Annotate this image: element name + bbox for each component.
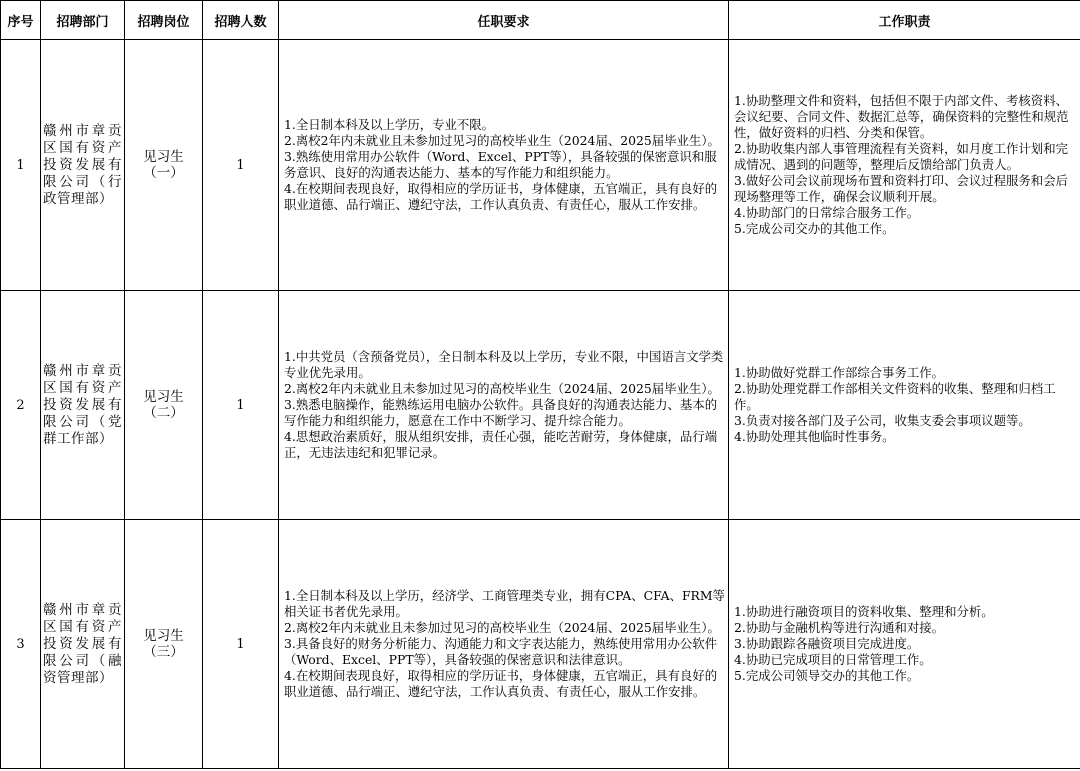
requirement-item: 4.在校期间表现良好，取得相应的学历证书，身体健康，五官端正，具有良好的职业道德、品行端正、遵纪守法，工作认真负责、有责任心，服从工作安排。 <box>284 181 718 212</box>
table-row <box>1 40 1080 291</box>
header-dept: 招聘部门 <box>41 1 125 40</box>
requirement-item: 3.具备良好的财务分析能力、沟通能力和文字表达能力，熟练使用常用办公软件（Word、Excel、PPT等），具备较强的保密意识和法律意识。 <box>284 636 718 667</box>
duty-item: 2.协助处理党群工作部相关文件资料的收集、整理和归档工作。 <box>734 381 1056 412</box>
requirements-cell <box>279 291 729 520</box>
headcount-cell: 1 <box>203 291 279 520</box>
requirements-cell <box>279 520 729 769</box>
duty-item: 3.负责对接各部门及子公司，收集支委会事项议题等。 <box>734 413 1031 428</box>
department-cell: 赣州市章贡区国有资产投资发展有限公司（融资管理部） <box>41 520 125 769</box>
position-cell <box>125 520 203 769</box>
duty-item: 4.协助部门的日常综合服务工作。 <box>734 205 920 220</box>
position-number: （二） <box>143 405 184 421</box>
duties-cell <box>729 291 1080 520</box>
requirement-item: 3.熟练使用常用办公软件（Word、Excel、PPT等），具备较强的保密意识和服务意识、良好的沟通表达能力、基本的写作能力和组织能力。 <box>284 149 717 180</box>
duty-item: 1.协助整理文件和资料，包括但不限于内部文件、考核资料、会议纪要、合同文件、数据汇总等，确保资料的完整性和规范性，做好资料的归档、分类和保管。 <box>734 93 1069 140</box>
headcount-cell: 1 <box>203 520 279 769</box>
requirement-item: 4.思想政治素质好，服从组织安排，责任心强，能吃苦耐劳，身体健康，品行端正，无违法违纪和犯罪记录。 <box>284 429 718 460</box>
position-name: 见习生 <box>143 628 184 644</box>
table-row <box>1 520 1080 769</box>
table-row <box>1 291 1080 520</box>
duty-item: 1.协助进行融资项目的资料收集、整理和分析。 <box>734 604 994 619</box>
duties-cell <box>729 520 1080 769</box>
header-duties: 工作职责 <box>729 1 1080 40</box>
header-count: 招聘人数 <box>203 1 279 40</box>
header-row <box>1 1 1080 40</box>
requirement-item: 2.离校2年内未就业且未参加过见习的高校毕业生（2024届、2025届毕业生）。 <box>284 381 720 396</box>
department-cell: 赣州市章贡区国有资产投资发展有限公司（行政管理部） <box>41 40 125 291</box>
row-number: 1 <box>1 40 41 291</box>
duty-item: 1.协助做好党群工作部综合事务工作。 <box>734 365 945 380</box>
requirement-item: 1.全日制本科及以上学历，专业不限。 <box>284 117 495 132</box>
requirement-item: 1.中共党员（含预备党员），全日制本科及以上学历，专业不限，中国语言文学类专业优先录用。 <box>284 349 724 380</box>
duty-item: 3.做好公司会议前现场布置和资料打印、会议过程服务和会后现场整理等工作，确保会议顺利开展。 <box>734 173 1068 204</box>
duty-item: 2.协助收集内部人事管理流程有关资料，如月度工作计划和完成情况、遇到的问题等，整理后反馈给部门负责人。 <box>734 141 1068 172</box>
requirements-cell <box>279 40 729 291</box>
duty-item: 5.完成公司领导交办的其他工作。 <box>734 668 920 683</box>
header-requirements: 任职要求 <box>279 1 729 40</box>
duty-item: 4.协助处理其他临时性事务。 <box>734 429 895 444</box>
row-number: 2 <box>1 291 41 520</box>
requirement-item: 2.离校2年内未就业且未参加过见习的高校毕业生（2024届、2025届毕业生）。 <box>284 133 720 148</box>
position-cell <box>125 40 203 291</box>
department-cell: 赣州市章贡区国有资产投资发展有限公司（党群工作部） <box>41 291 125 520</box>
position-name: 见习生 <box>143 389 184 405</box>
headcount-cell: 1 <box>203 40 279 291</box>
requirement-item: 2.离校2年内未就业且未参加过见习的高校毕业生（2024届、2025届毕业生）。 <box>284 620 720 635</box>
position-number: （三） <box>143 644 184 660</box>
duty-item: 2.协助与金融机构等进行沟通和对接。 <box>734 620 945 635</box>
requirement-item: 4.在校期间表现良好，取得相应的学历证书，身体健康，五官端正，具有良好的职业道德、品行端正、遵纪守法，工作认真负责、有责任心，服从工作安排。 <box>284 668 718 699</box>
row-number: 3 <box>1 520 41 769</box>
duties-cell <box>729 40 1080 291</box>
position-name: 见习生 <box>143 149 184 165</box>
header-position: 招聘岗位 <box>125 1 203 40</box>
duty-item: 3.协助跟踪各融资项目完成进度。 <box>734 636 920 651</box>
requirement-item: 1.全日制本科及以上学历，经济学、工商管理类专业，拥有CPA、CFA、FRM等相关证书者优先录用。 <box>284 588 725 619</box>
duty-item: 4.协助已完成项目的日常管理工作。 <box>734 652 932 667</box>
requirement-item: 3.熟悉电脑操作，能熟练运用电脑办公软件。具备良好的沟通表达能力、基本的写作能力和组织能力，愿意在工作中不断学习、提升综合能力。 <box>284 397 718 428</box>
header-no: 序号 <box>1 1 41 40</box>
position-number: （一） <box>143 165 184 181</box>
position-cell <box>125 291 203 520</box>
duty-item: 5.完成公司交办的其他工作。 <box>734 221 895 236</box>
